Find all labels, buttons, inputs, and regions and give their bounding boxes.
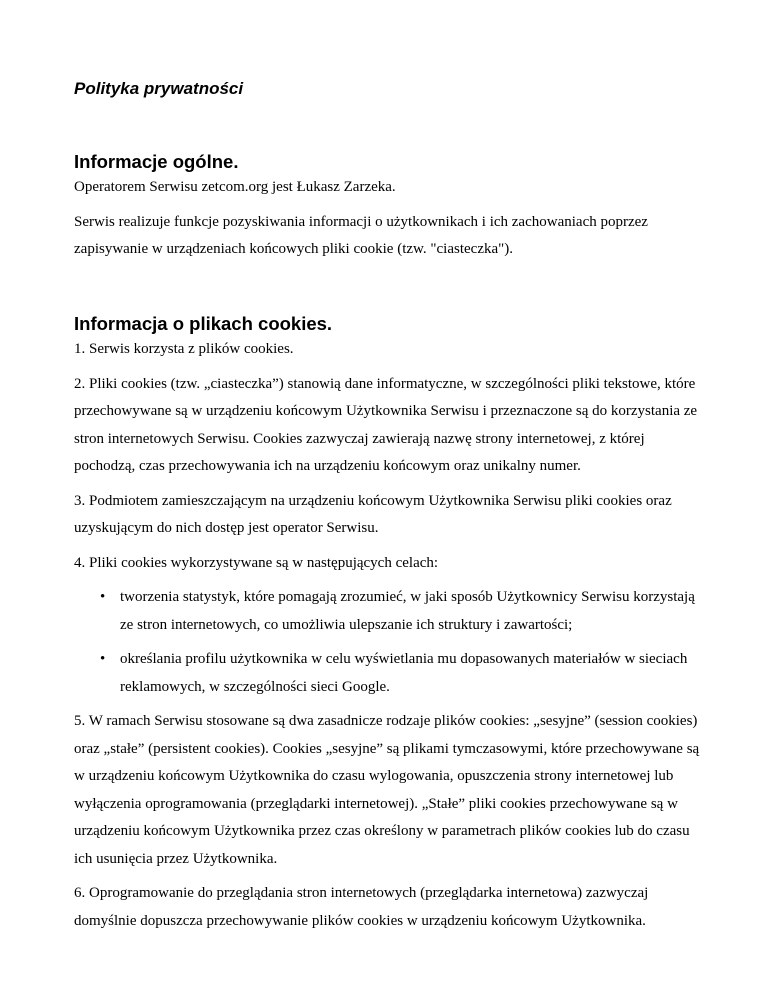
- document-title: Polityka prywatności: [74, 79, 244, 98]
- paragraph: 2. Pliki cookies (tzw. „ciasteczka”) stanowią dane informatyczne, w szczególności pliki tekstowe, które przechowywane są w urządzeniu końcowym Użytkownika Serwisu i przeznaczone są do korzystania ze stron internetowych Serwisu. Cookies zazwyczaj zawierają nazwę strony internetowej, z której pochodzą, czas przechowywania ich na urządzeniu końcowym oraz unikalny numer.: [74, 375, 698, 474]
- section-cookies-info: [74, 313, 704, 942]
- section-heading: Informacja o plikach cookies.: [74, 313, 333, 334]
- paragraph: 5. W ramach Serwisu stosowane są dwa zasadnicze rodzaje plików cookies: „sesyjne” (session cookies) oraz „stałe” (persistent cookies). Cookies „sesyjne” są plikami tymczasowymi, które przechowywane są w urządzeniu końcowym Użytkownika do czasu wylogowania, opuszczenia strony internetowej lub wyłączenia oprogramowania (przeglądarki internetowej). „Stałe” pliki cookies przechowywane są w urządzeniu końcowym Użytkownika przez czas określony w parametrach plików cookies lub do czasu ich usunięcia przez Użytkownika.: [74, 713, 700, 867]
- list-item: • tworzenia statystyk, które pomagają zrozumieć, w jaki sposób Użytkownicy Serwisu korzystają ze stron internetowych, co umożliwia ulepszanie ich struktury i zawartości;: [120, 584, 704, 639]
- section-general-info: [74, 151, 704, 271]
- paragraph: 6. Oprogramowanie do przeglądania stron internetowych (przeglądarka internetowa) zazwyczaj domyślnie dopuszcza przechowywanie plików cookies w urządzeniu końcowym Użytkownika.: [74, 885, 649, 929]
- paragraph: Serwis realizuje funkcje pozyskiwania informacji o użytkownikach i ich zachowaniach poprzez zapisywanie w urządzeniach końcowych pliki cookie (tzw. "ciasteczka").: [74, 213, 648, 257]
- paragraph: 4. Pliki cookies wykorzystywane są w następujących celach:: [74, 554, 439, 571]
- list-item: • określania profilu użytkownika w celu wyświetlania mu dopasowanych materiałów w sieciach reklamowych, w szczególności sieci Google.: [120, 646, 704, 701]
- paragraph: Operatorem Serwisu zetcom.org jest Łukasz Zarzeka.: [74, 179, 396, 195]
- section-heading: Informacje ogólne.: [74, 151, 239, 172]
- purpose-list: [74, 584, 704, 701]
- paragraph: 1. Serwis korzysta z plików cookies.: [74, 341, 294, 357]
- paragraph: 3. Podmiotem zamieszczającym na urządzeniu końcowym Użytkownika Serwisu pliki cookies oraz uzyskującym do nich dostęp jest operator Serwisu.: [74, 492, 672, 536]
